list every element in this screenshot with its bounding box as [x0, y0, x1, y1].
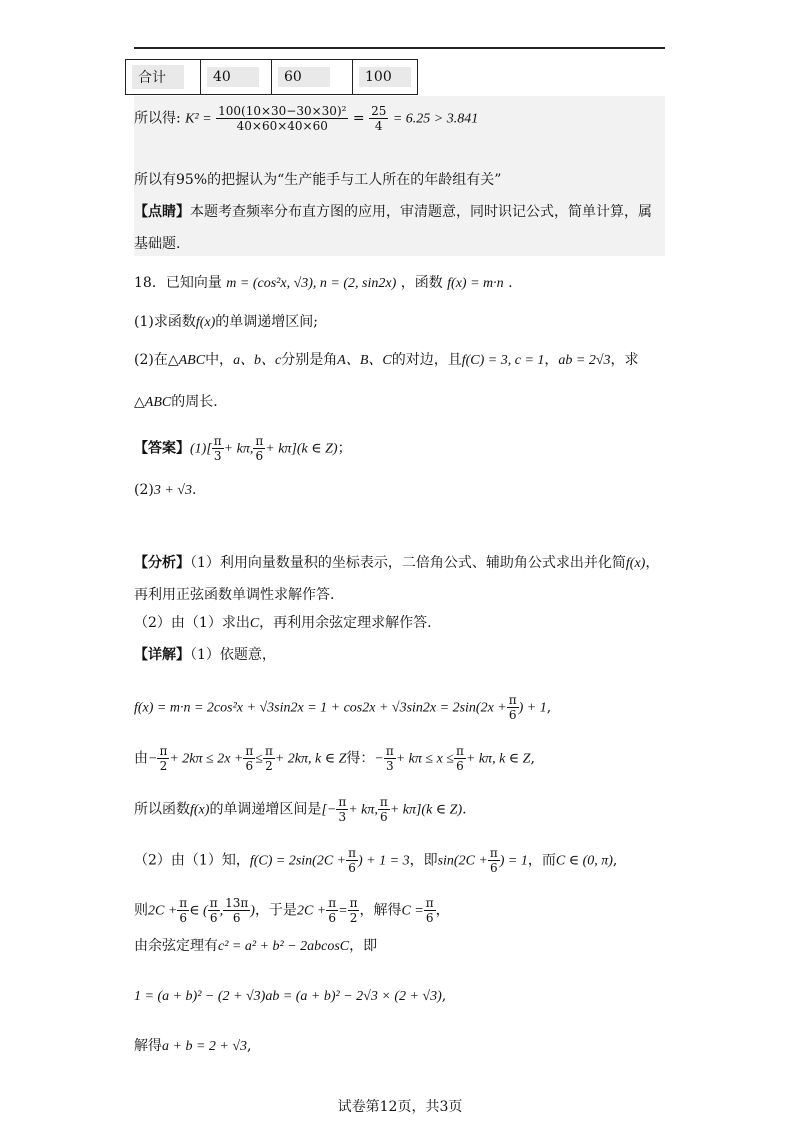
fraction [384, 744, 396, 773]
fraction-numerator: π [264, 744, 273, 758]
text: （1）依题意， [190, 647, 276, 663]
text: 解得 [134, 1038, 162, 1054]
q18-vectors: m = (cos²x, √3), n = (2, sin2x) [226, 276, 397, 291]
math: + 2kπ ≤ 2x + [169, 751, 244, 767]
dianjing [134, 202, 652, 222]
math: ) [250, 903, 255, 919]
text: . [462, 801, 467, 818]
fraction-denominator: 6 [209, 911, 218, 925]
text: 得： [346, 750, 375, 767]
fraction [346, 846, 358, 875]
top-rule [134, 47, 665, 49]
detail-line6 [134, 936, 377, 957]
k2-fraction [216, 104, 348, 133]
fraction-denominator: 6 [179, 911, 188, 925]
math: ) = 1 [499, 853, 528, 869]
text: , [441, 988, 447, 1004]
fraction [212, 434, 224, 463]
fraction-numerator: π [213, 434, 222, 448]
detail-line5 [134, 896, 450, 925]
math: = [338, 903, 348, 919]
q18-stem-b: ，函数 [400, 275, 443, 291]
k2-formula [134, 104, 478, 133]
math: f(C) = 2sin(2C + [249, 853, 347, 869]
detail-tag: 【详解】 [134, 647, 190, 663]
fraction-numerator: π [425, 896, 434, 910]
text: ，而 [527, 852, 556, 869]
math: + kπ, k ∈ Z [465, 751, 531, 767]
fraction-numerator: π [385, 744, 394, 758]
dianjing-tag: 【点睛】 [134, 204, 190, 220]
fraction-denominator: 4 [374, 119, 383, 133]
text: , [530, 750, 535, 767]
math: A、B、C [337, 353, 392, 368]
fraction [336, 795, 348, 824]
fraction [326, 896, 338, 925]
fraction-denominator: 6 [245, 759, 254, 773]
math: f(C) = 3, c = 1 [461, 353, 545, 368]
answer-part2 [134, 480, 196, 501]
text: （1）利用向量数量积的坐标表示，二倍角公式、辅助角公式求出并化简 [190, 555, 626, 571]
answer-tag: 【答案】 [134, 440, 190, 457]
fraction-denominator: 3 [213, 449, 222, 463]
q18-stem-c: . [508, 275, 513, 291]
fraction-numerator: π [379, 795, 388, 809]
fraction [263, 744, 275, 773]
text: 分别是角 [281, 352, 338, 368]
text: 的单调递增区间是 [209, 801, 322, 818]
fraction-numerator: 100(10×30−30×30)² [218, 104, 347, 118]
analysis-line3 [134, 613, 432, 634]
math: △ABC [134, 395, 172, 410]
math: − [148, 751, 158, 767]
fraction-numerator: π [255, 434, 264, 448]
math: + kπ, [223, 441, 254, 457]
fraction-denominator: 6 [425, 911, 434, 925]
math: + kπ ≤ x ≤ [395, 751, 454, 767]
total-table [125, 59, 418, 95]
fraction-denominator: 6 [508, 708, 517, 722]
math: 3 + √3 [153, 483, 192, 498]
table-cell [126, 60, 201, 95]
fraction [208, 896, 220, 925]
cell-text: 合计 [132, 65, 184, 89]
fraction-numerator: π [245, 744, 254, 758]
math: ≤ [255, 751, 263, 767]
analysis-tag: 【分析】 [134, 555, 190, 571]
dianjing-text: 本题考查频率分布直方图的应用，审清题意，同时识记公式，简单计算，属 [190, 204, 652, 220]
q18-stem-a: 18．已知向量 [134, 275, 222, 291]
table-cell [201, 60, 272, 95]
math: 2C + [296, 903, 327, 919]
table-row [126, 60, 418, 95]
fraction-numerator: π [179, 896, 188, 910]
fraction-numerator: π [456, 744, 464, 758]
fraction-numerator: 13π [225, 896, 249, 910]
fraction-numerator: π [489, 846, 498, 860]
fraction-numerator: π [209, 896, 218, 910]
text: (2) [134, 482, 154, 498]
text: 则 [134, 902, 148, 919]
math: C ∈ (0, π) [555, 853, 613, 869]
detail-line1 [134, 693, 551, 722]
text: （2）由（1）求出 [134, 615, 250, 631]
math: + 2kπ, k ∈ Z [274, 751, 347, 767]
detail-line3 [134, 795, 467, 824]
fraction-numerator: π [348, 846, 357, 860]
math: C = [401, 903, 424, 919]
fraction [177, 896, 189, 925]
detail-line0 [134, 645, 276, 665]
fraction-denominator: 6 [348, 861, 356, 875]
answer-part1 [134, 434, 352, 463]
math: a、b、c [233, 353, 282, 368]
math: , [219, 903, 224, 919]
math: a + b = 2 + √3 [162, 1039, 248, 1054]
fraction-numerator: π [338, 795, 347, 809]
math: f(x) [625, 556, 646, 571]
fraction [243, 744, 255, 773]
text: (1)求函数 [134, 314, 196, 330]
table-cell [272, 60, 353, 95]
text: 由 [134, 750, 148, 767]
text: ，即 [349, 938, 378, 954]
text: . [191, 482, 197, 498]
math: f(x) [195, 315, 216, 330]
fraction-denominator: 6 [456, 759, 464, 773]
math: + kπ](k ∈ Z) [265, 441, 338, 457]
fraction [157, 744, 169, 773]
fraction [507, 693, 519, 722]
fraction-denominator: 2 [265, 759, 273, 773]
detail-line8 [134, 1036, 251, 1057]
fraction [253, 434, 265, 463]
fraction-numerator: π [349, 896, 358, 910]
text: ， [544, 352, 559, 368]
text: ，求 [610, 352, 639, 368]
fraction-denominator: 3 [385, 759, 394, 773]
text: ，即 [409, 852, 438, 869]
table-cell [353, 60, 418, 95]
k2-lhs: K² = [185, 111, 212, 127]
page-footer: 试卷第12页，共3页 [337, 1099, 463, 1115]
fraction-numerator: π [159, 744, 168, 758]
math: C [249, 616, 260, 631]
fraction [223, 896, 250, 925]
fraction [424, 896, 436, 925]
math: 1 = (a + b)² − (2 + √3)ab = (a + b)² − 2√3 × (2 + √3) [134, 989, 442, 1004]
math: + kπ](k ∈ Z) [389, 802, 463, 818]
fraction-numerator: π [508, 693, 517, 707]
text: ， [645, 555, 660, 571]
conclusion: 所以有95%的把握认为“生产能手与工人所在的年龄组有关” [134, 172, 502, 188]
fraction-denominator: 6 [232, 911, 241, 925]
question-18-part1 [134, 312, 318, 333]
math: [− [321, 802, 337, 818]
analysis-line1 [134, 553, 659, 574]
math: (1)[ [190, 441, 212, 457]
text: 的单调递增区间; [215, 314, 318, 330]
dianjing-line2: 基础题. [134, 236, 181, 252]
text: , [546, 699, 552, 716]
math: + kπ, [348, 802, 378, 818]
q18-function: f(x) = m·n [447, 276, 504, 291]
math: ) + 1 [518, 700, 547, 716]
k2-prefix: 所以得: [134, 110, 181, 127]
text: 的周长. [171, 394, 218, 410]
text: （2）由（1）知， [134, 852, 250, 869]
math: sin(2C + [437, 853, 488, 869]
detail-line7 [134, 986, 446, 1007]
text: ，再利用余弦定理求解作答. [259, 615, 432, 631]
text: , [247, 1038, 252, 1054]
fraction [348, 896, 360, 925]
fraction-denominator: 2 [159, 759, 168, 773]
fraction [488, 846, 500, 875]
text: ； [337, 440, 352, 457]
question-18-part2 [134, 350, 639, 371]
k2-tail: = 6.25 > 3.841 [392, 111, 479, 127]
math: ∈ ( [189, 903, 208, 919]
text: ，于是 [254, 902, 297, 919]
fraction-denominator: 3 [338, 810, 347, 824]
fraction [454, 744, 466, 773]
text: 由余弦定理有 [134, 938, 218, 954]
fraction-denominator: 6 [255, 449, 264, 463]
fraction-denominator: 6 [490, 861, 498, 875]
detail-line4 [134, 846, 617, 875]
math: f(x) = m·n = 2cos²x + √3sin2x = 1 + cos2x + √3sin2x = 2sin(2x + [134, 700, 507, 716]
math: f(x) [190, 802, 210, 818]
question-18 [134, 273, 513, 294]
math: c² = a² + b² − 2abcosC [218, 939, 350, 954]
fraction-denominator: 40×60×40×60 [236, 119, 328, 133]
analysis-line2: 再利用正弦函数单调性求解作答. [134, 587, 335, 603]
cell-text: 100 [359, 67, 411, 87]
fraction-denominator: 6 [328, 911, 336, 925]
cell-text: 60 [278, 67, 330, 87]
k2-fraction-2 [369, 104, 388, 133]
fraction-denominator: 2 [349, 911, 358, 925]
cell-text: 40 [207, 67, 259, 87]
text: ，解得 [359, 902, 402, 919]
fraction-numerator: 25 [371, 104, 387, 118]
text: 中， [205, 352, 234, 368]
text: , [612, 852, 618, 869]
math: 2C + [148, 903, 178, 919]
k2-eq: = [352, 110, 365, 127]
math: △ABC [167, 353, 206, 368]
text: 的对边，且 [391, 352, 462, 368]
text: (2)在 [134, 352, 168, 368]
math: ab = 2√3 [558, 353, 611, 368]
text: 所以函数 [134, 801, 190, 818]
fraction [378, 795, 390, 824]
math: ) + 1 = 3 [358, 853, 410, 869]
fraction-denominator: 6 [380, 810, 388, 824]
fraction-numerator: π [328, 896, 337, 910]
text: ， [435, 902, 450, 919]
question-18-part2-cont [134, 392, 218, 413]
math: − [374, 751, 384, 767]
detail-line2 [134, 744, 535, 773]
